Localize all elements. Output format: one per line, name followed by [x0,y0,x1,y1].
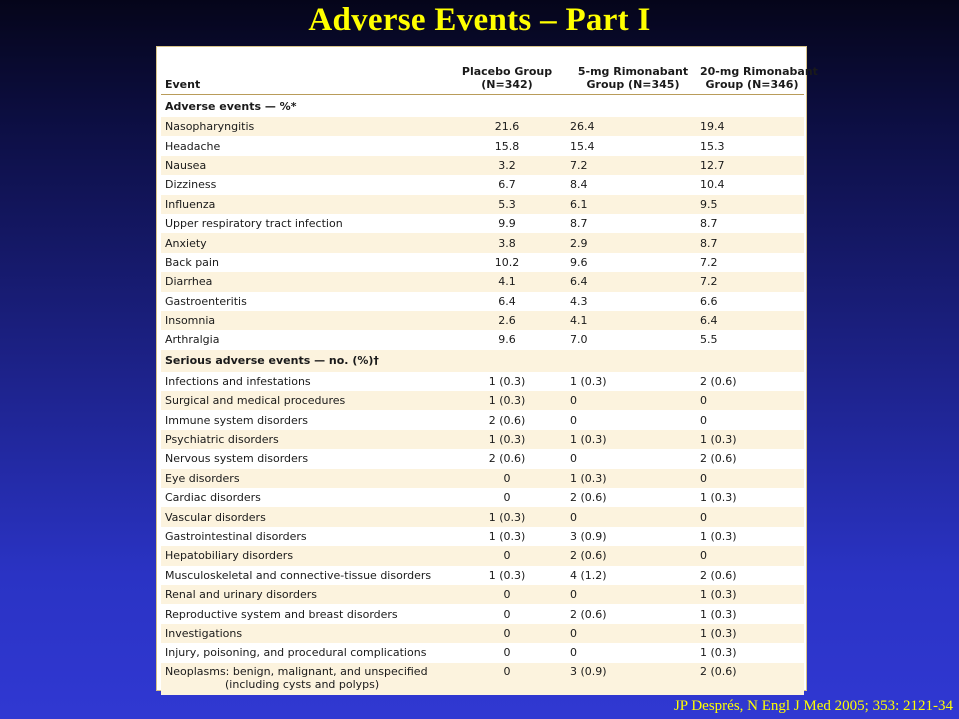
table-row [161,253,804,272]
table-row [161,410,804,429]
event-label: Neoplasms: benign, malignant, and unspecified [165,664,428,678]
placebo-cell: 0 [503,491,511,505]
event-cell: Insomnia [161,311,444,330]
rimonabant-20mg-cell: 6.4 [696,311,804,330]
event-cell: Immune system disorders [165,413,308,427]
table-row [161,546,804,565]
rimonabant-5mg-cell: 26.4 [566,117,696,136]
event-cell: Reproductive system and breast disorders [165,607,398,621]
table-row [161,233,804,252]
placebo-cell: 1 (0.3) [488,374,526,388]
table-row [161,527,804,546]
placebo-cell: 2 (0.6) [488,452,526,466]
placebo-cell: 0 [444,663,566,695]
rimonabant-20mg-cell: 0 [696,507,804,526]
rimonabant-5mg-cell: 8.4 [570,178,588,192]
rimonabant-20mg-cell: 10.4 [700,178,725,192]
placebo-cell: 6.7 [498,178,516,192]
table-row [161,136,804,155]
placebo-cell: 0 [503,607,511,621]
event-cell: Gastrointestinal disorders [165,530,307,543]
rimonabant-5mg-cell: 1 (0.3) [566,469,696,488]
rimonabant-20mg-cell: 2 (0.6) [700,568,737,582]
header-placebo [444,51,566,95]
section-heading: Serious adverse events — no. (%)† [161,350,804,372]
rimonabant-5mg-cell: 0 [570,452,577,466]
rimonabant-20mg-cell: 9.5 [696,195,804,214]
table-row [161,391,804,410]
rimonabant-20mg-cell: 1 (0.3) [696,430,804,449]
placebo-cell: 6.4 [498,294,516,308]
table-body [161,95,804,695]
rimonabant-5mg-cell: 0 [566,391,696,410]
placebo-cell: 1 (0.3) [444,391,566,410]
rimonabant-20mg-cell: 7.2 [696,272,804,291]
event-cell: Diarrhea [161,272,444,291]
adverse-events-table [161,51,818,695]
table-row [161,663,804,695]
table-row [161,175,804,194]
event-cell: Headache [165,139,221,153]
table-row [161,604,804,623]
header-placebo-line2: (N=342) [481,78,533,91]
table-row [161,469,804,488]
event-cell: Nausea [161,156,444,175]
table-row [161,292,804,311]
rimonabant-20mg-cell: 0 [696,391,804,410]
rimonabant-20mg-cell: 1 (0.3) [696,624,804,643]
rimonabant-20mg-cell: 1 (0.3) [700,607,737,621]
section-heading-row [161,350,804,372]
rimonabant-20mg-cell: 7.2 [700,255,718,269]
slide-title: Adverse Events – Part I [308,2,651,38]
placebo-cell: 0 [444,585,566,604]
rimonabant-5mg-cell: 3 (0.9) [566,663,696,695]
placebo-cell: 21.6 [444,117,566,136]
rimonabant-20mg-cell: 5.5 [700,333,718,347]
placebo-cell: 9.6 [498,333,516,347]
rimonabant-5mg-cell: 6.1 [566,195,696,214]
table-row [161,488,804,507]
placebo-cell: 15.8 [494,139,520,153]
placebo-cell: 1 (0.3) [444,430,566,449]
rimonabant-20mg-cell: 0 [696,546,804,565]
event-cell: Infections and infestations [165,374,311,388]
event-cell: Eye disorders [161,469,444,488]
rimonabant-5mg-cell: 4.3 [570,294,588,308]
header-rimonabant-20mg-line1: 20-mg Rimonabant [700,65,818,78]
header-placebo-line1: Placebo Group [461,65,553,78]
placebo-cell: 3.8 [444,233,566,252]
rimonabant-20mg-cell: 19.4 [696,117,804,136]
rimonabant-5mg-cell: 15.4 [570,139,595,153]
table-row [161,624,804,643]
table-row [161,643,804,662]
rimonabant-5mg-cell: 1 (0.3) [570,374,607,388]
event-cell: Musculoskeletal and connective-tissue disorders [165,568,432,582]
citation: JP Després, N Engl J Med 2005; 353: 2121-34 [673,698,953,714]
rimonabant-5mg-cell: 0 [566,585,696,604]
event-cell: Injury, poisoning, and procedural complications [165,646,427,660]
table-row [161,449,804,468]
rimonabant-5mg-cell: 2 (0.6) [570,607,607,621]
rimonabant-20mg-cell: 2 (0.6) [700,452,737,466]
table-row [161,311,804,330]
table-header-row [161,51,804,95]
rimonabant-20mg-cell: 1 (0.3) [700,530,737,543]
rimonabant-20mg-cell: 15.3 [700,139,725,153]
table-row [161,372,804,391]
placebo-cell: 1 (0.3) [488,568,526,582]
rimonabant-20mg-cell: 8.7 [700,217,718,231]
rimonabant-5mg-cell: 2 (0.6) [566,546,696,565]
event-cell [161,663,444,695]
adverse-events-table-panel [156,46,818,691]
placebo-cell: 3.2 [444,156,566,175]
header-rimonabant-20mg-line2: Group (N=346) [705,78,799,91]
rimonabant-5mg-cell: 2.9 [566,233,696,252]
rimonabant-5mg-cell: 7.2 [566,156,696,175]
rimonabant-5mg-cell: 8.7 [570,217,588,231]
placebo-cell: 10.2 [494,255,520,269]
rimonabant-20mg-cell: 2 (0.6) [700,374,737,388]
table-row [161,330,804,349]
placebo-cell: 2.6 [444,311,566,330]
placebo-cell: 0 [503,646,511,660]
table-row [161,566,804,585]
rimonabant-5mg-cell: 1 (0.3) [566,430,696,449]
table-row [161,156,804,175]
event-cell: Vascular disorders [161,507,444,526]
rimonabant-20mg-cell: 12.7 [696,156,804,175]
table-row [161,195,804,214]
header-rimonabant-20mg [696,51,818,95]
section-heading-row [161,95,804,118]
rimonabant-20mg-cell: 2 (0.6) [696,663,804,695]
rimonabant-20mg-cell: 1 (0.3) [700,646,737,660]
event-cell: Arthralgia [165,333,220,347]
header-rimonabant-5mg-line2: Group (N=345) [586,78,680,91]
event-cell: Back pain [165,255,219,269]
rimonabant-20mg-cell: 1 (0.3) [700,491,737,505]
rimonabant-5mg-cell: 4 (1.2) [570,568,607,582]
event-cell: Nervous system disorders [165,452,309,466]
rimonabant-5mg-cell: 0 [566,507,696,526]
event-cell: Cardiac disorders [165,491,261,505]
rimonabant-5mg-cell: 9.6 [570,255,588,269]
event-cell: Surgical and medical procedures [161,391,444,410]
placebo-cell: 0 [444,624,566,643]
table-row [161,430,804,449]
event-cell: Psychiatric disorders [161,430,444,449]
event-cell: Gastroenteritis [165,294,247,308]
header-rimonabant-5mg [566,51,696,95]
placebo-cell: 9.9 [498,217,516,231]
placebo-cell: 2 (0.6) [488,413,526,427]
event-cell: Hepatobiliary disorders [161,546,444,565]
rimonabant-5mg-cell: 6.4 [566,272,696,291]
placebo-cell: 4.1 [444,272,566,291]
placebo-cell: 5.3 [444,195,566,214]
event-cell: Renal and urinary disorders [161,585,444,604]
table-row [161,272,804,291]
table-row [161,117,804,136]
placebo-cell: 1 (0.3) [488,530,526,543]
section-heading: Adverse events — %* [165,99,297,113]
placebo-cell: 0 [444,546,566,565]
header-event: Event [165,78,201,91]
event-cell: Investigations [161,624,444,643]
event-cell: Nasopharyngitis [161,117,444,136]
event-cell: Anxiety [161,233,444,252]
rimonabant-20mg-cell: 1 (0.3) [696,585,804,604]
rimonabant-5mg-cell: 7.0 [570,333,588,347]
rimonabant-20mg-cell: 8.7 [696,233,804,252]
event-cell: Upper respiratory tract infection [165,217,343,231]
rimonabant-5mg-cell: 0 [570,646,577,660]
event-label-continuation: (including cysts and polyps) [225,677,380,691]
event-cell: Dizziness [165,178,217,192]
rimonabant-5mg-cell: 4.1 [566,311,696,330]
rimonabant-5mg-cell: 3 (0.9) [570,530,607,543]
placebo-cell: 1 (0.3) [444,507,566,526]
table-row [161,214,804,233]
header-rimonabant-5mg-line1: 5-mg Rimonabant [577,65,689,78]
event-cell: Influenza [161,195,444,214]
rimonabant-5mg-cell: 0 [570,413,577,427]
table-row [161,585,804,604]
rimonabant-20mg-cell: 0 [696,469,804,488]
rimonabant-20mg-cell: 6.6 [700,294,718,308]
table-row [161,507,804,526]
rimonabant-20mg-cell: 0 [700,413,707,427]
rimonabant-5mg-cell: 0 [566,624,696,643]
rimonabant-5mg-cell: 2 (0.6) [570,491,607,505]
placebo-cell: 0 [444,469,566,488]
